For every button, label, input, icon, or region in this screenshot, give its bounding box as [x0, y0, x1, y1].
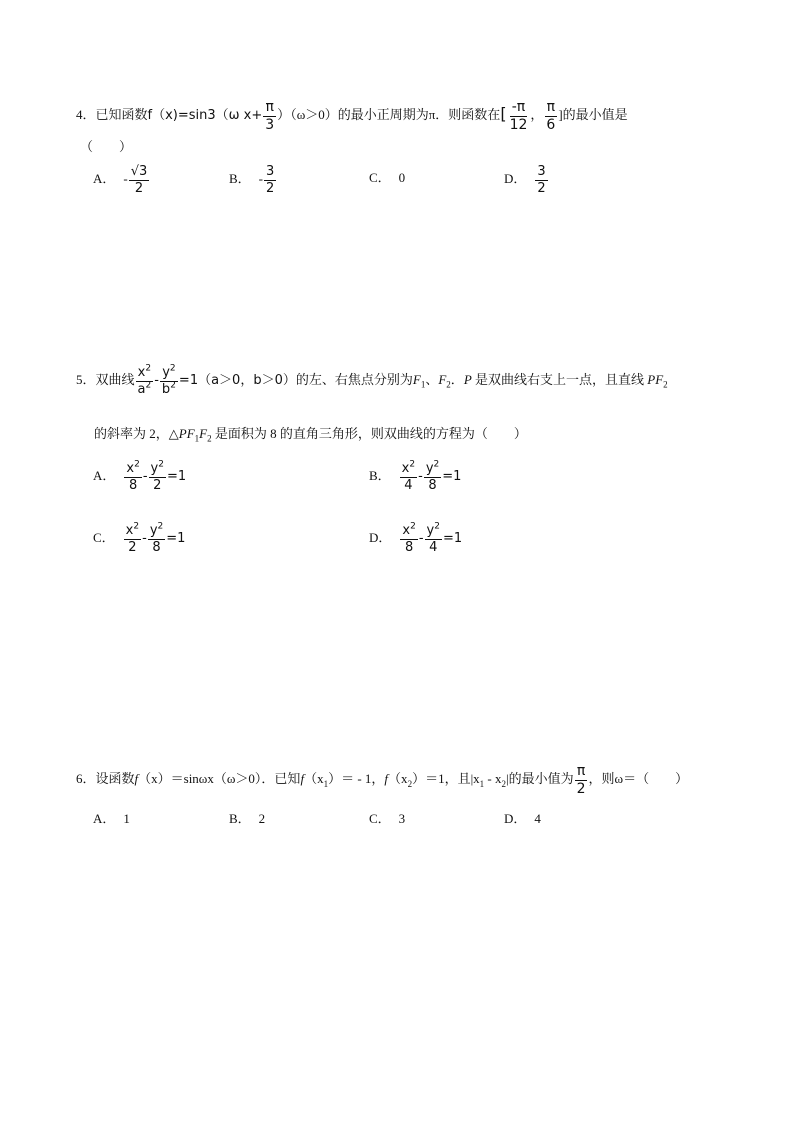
q4-function: f（x)=sin3（ω x+: [147, 108, 263, 124]
q5-stem-line2: 的斜率为 2，$\triangle PF_1F_2$ 是面积为 8 的直角三角形，则双曲线的方程为（ ）: [94, 426, 527, 444]
q4-pi-over-6: $\frac{\pi}{6}$: [546, 99, 556, 133]
q4-paren: （ ）: [80, 139, 133, 154]
q5-option-a[interactable]: A． $\frac{x^2}{8}$ - $\frac{y^2}{2}$ =1: [93, 459, 187, 493]
q4-option-b[interactable]: B． - $\frac{3}{2}$: [229, 164, 275, 196]
q5-stem-line1: 5．双曲线 $\frac{x^2}{a^2}$ - $\frac{y^2}{b^2}$ =1（a＞0，b＞0）的左、右焦点分别为$F_1$、$F_2$．P 是双曲线右支上一点，且直线 $PF_2$: [76, 363, 668, 397]
q4-neg-pi-over-12: $\frac{-\pi}{12}$: [509, 99, 528, 133]
q4-option-c[interactable]: C． 0: [369, 170, 406, 185]
q6-option-d[interactable]: D． 4: [504, 811, 541, 826]
q6-pi-over-2: $\frac{\pi}{2}$: [576, 763, 586, 797]
q6-option-b[interactable]: B． 2: [229, 811, 266, 826]
q4-stem: 4．已知函数f（x)=sin3（ω x+ $\frac{\pi}{3}$ ）（ω＞0）的最小正周期为π．则函数在[ $\frac{-\pi}{12}$ ， $\frac{\pi}{6}$ ]的最小值是: [76, 99, 628, 133]
q6-option-a[interactable]: A． 1: [93, 811, 130, 826]
q4-number: 4．已知函数: [76, 107, 148, 123]
q4-option-d[interactable]: D． $\frac{3}{2}$: [504, 164, 546, 196]
q6-stem: 6．设函数f（x）＝sinωx（ω＞0）．已知$f(x_1)= - 1$，$f(x_2)=1$，且$|x_1 - x_2|$的最小值为 $\frac{\pi}{2}$ ，则ω＝（ ）: [76, 763, 689, 797]
q5-option-c[interactable]: C． $\frac{x^2}{2}$ - $\frac{y^2}{8}$ =1: [93, 521, 186, 555]
q5-y2-over-b2: $\frac{y^2}{b^2}$: [161, 363, 176, 397]
q4-option-a[interactable]: A． - $\frac{√3}{2}$: [93, 164, 148, 196]
q4-pi-over-3: $\frac{\pi}{3}$: [265, 99, 275, 133]
q5-option-d[interactable]: D． $\frac{x^2}{8}$ - $\frac{y^2}{4}$ =1: [369, 521, 463, 555]
q5-option-b[interactable]: B． $\frac{x^2}{4}$ - $\frac{y^2}{8}$ =1: [369, 459, 462, 493]
q6-option-c[interactable]: C． 3: [369, 811, 406, 826]
q4-condition: （ω＞0）的最小正周期为π．则函数在: [290, 107, 501, 123]
q5-x2-over-a2: $\frac{x^2}{a^2}$: [137, 363, 152, 397]
